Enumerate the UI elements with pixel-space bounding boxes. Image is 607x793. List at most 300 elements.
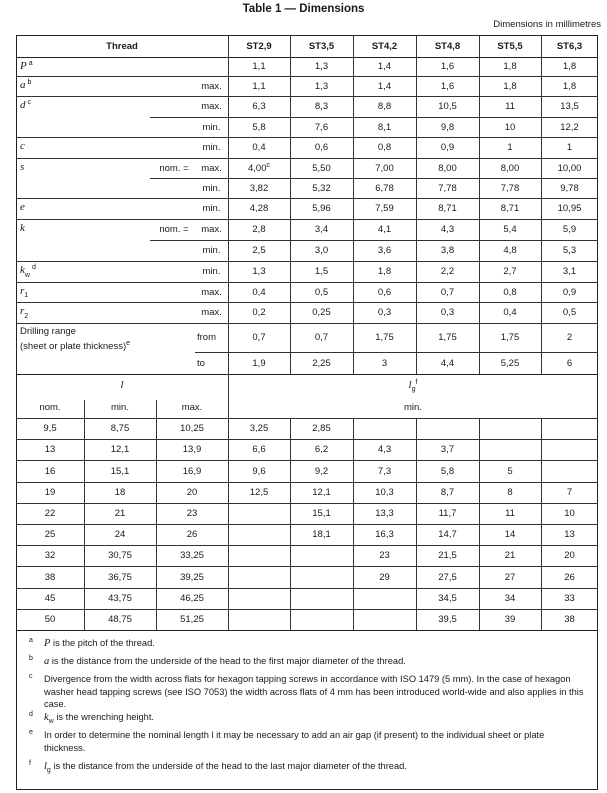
column-divider [479, 418, 480, 630]
value-cell [353, 137, 416, 158]
l-nom-value: 32 [44, 550, 56, 561]
footnote-ref: d [31, 264, 36, 271]
value: 4,8 [503, 245, 517, 256]
value-cell [479, 261, 541, 282]
symbol-P: P [20, 60, 27, 72]
footnote-subscript: g [46, 766, 51, 774]
min-header: min. [111, 401, 129, 413]
lg-min-value: 18,1 [312, 529, 331, 540]
value-cell [290, 198, 353, 219]
limit-label: max. [201, 101, 222, 112]
lg-min-value [541, 439, 598, 460]
column-divider [353, 35, 354, 374]
value-cell [541, 198, 598, 219]
footnote-text [30, 711, 585, 728]
parameter-symbol [16, 76, 106, 96]
thread-header: Thread [106, 40, 138, 52]
parameter-symbol [16, 57, 106, 76]
value: 4,3 [440, 224, 455, 235]
footnote-mark: d [29, 711, 33, 718]
parameter-symbol [16, 302, 106, 323]
value: 2,2 [440, 266, 455, 277]
value-cell [541, 76, 598, 96]
value-cell [541, 158, 598, 178]
symbol-k: k [20, 264, 25, 276]
value-cell [228, 178, 290, 198]
parameter-symbol [16, 158, 106, 178]
value: 1,5 [314, 266, 329, 277]
symbol-e: e [20, 201, 25, 213]
footnote-mark: f [29, 760, 31, 767]
value-cell [541, 96, 598, 117]
lg-min-value: 5 [507, 465, 513, 477]
limit-label: max. [201, 307, 222, 318]
l-max-value: 10,25 [180, 423, 204, 434]
value-cell [479, 219, 541, 240]
footnote-text [30, 655, 585, 669]
value: 1,8 [503, 80, 517, 92]
footnote-body: In order to determine the nominal length l it may be necessary to add an air gap (if present) to the individual sheet or plate thickness. [44, 730, 545, 753]
symbol-subscript: w [24, 272, 30, 279]
l-max-value: 23 [186, 508, 198, 519]
drilling-from-value: 0,7 [314, 332, 329, 343]
value: 6,78 [375, 182, 394, 194]
drilling-from-value: 1,75 [500, 332, 520, 343]
l-min-value: 36,75 [108, 571, 132, 583]
max-header: max. [181, 401, 203, 413]
footnote-f [30, 760, 585, 777]
value-cell [416, 96, 479, 117]
value-cell [541, 261, 598, 282]
footnote-symbol: a [44, 656, 50, 667]
l-nom-value: 38 [44, 571, 56, 583]
value: 1,8 [377, 266, 392, 277]
l-nom-value: 50 [44, 614, 56, 625]
value: 8,71 [438, 203, 457, 214]
drilling-from-value: 1,75 [375, 332, 394, 343]
value: 11 [505, 101, 515, 112]
value-cell [228, 261, 290, 282]
lg-min-value: 2,85 [312, 423, 331, 434]
l-min-value: 21 [114, 508, 126, 519]
value-cell [228, 137, 290, 158]
footnote-mark: a [29, 637, 33, 644]
value: 1,8 [562, 61, 577, 72]
value: 1,3 [252, 266, 266, 277]
lg-min-value: 21 [504, 550, 516, 561]
footnote-mark: c [29, 673, 33, 680]
value-cell [541, 219, 598, 240]
footnote-e [30, 729, 585, 754]
limit-label: max. [201, 224, 222, 235]
value: 8,8 [377, 101, 392, 112]
lg-min-value: 26 [564, 571, 575, 583]
l-min-value: 15,1 [110, 465, 130, 477]
l-nom-value: 16 [44, 465, 56, 477]
value-cell [416, 117, 479, 137]
footnote-b [30, 655, 585, 669]
value: 0,2 [252, 307, 266, 318]
drilling-to-value: 3 [381, 357, 388, 369]
lg-min-value: 27 [504, 571, 516, 583]
value: 0,4 [252, 286, 266, 298]
value-cell [353, 76, 416, 96]
lg-min-value [353, 609, 416, 630]
footnote-body: is the distance from the underside of the head to the first major diameter of the thread. [49, 656, 406, 666]
footnote-ref: e [126, 340, 131, 347]
value-cell [353, 198, 416, 219]
value: 0,6 [314, 142, 329, 153]
value: 10,95 [557, 203, 582, 214]
parameter-symbol [16, 219, 106, 240]
l-nom-value: 45 [44, 593, 56, 604]
lg-min-value: 15,1 [312, 508, 331, 519]
value-cell [353, 219, 416, 240]
lg-min-value [228, 588, 290, 609]
value-cell [479, 282, 541, 302]
value: 1,6 [440, 61, 455, 72]
value: 12,2 [560, 121, 579, 133]
lg-min-value: 6,2 [314, 444, 329, 455]
footnote-body: is the wrenching height. [53, 712, 154, 722]
value-cell [290, 117, 353, 137]
l-min-value: 12,1 [110, 444, 130, 455]
lg-min-value [290, 566, 353, 588]
limit-label: min. [202, 245, 221, 256]
lg-min-value: 10 [564, 508, 575, 519]
lg-min-value [290, 545, 353, 566]
nominal-equals-label: nom. = [159, 162, 189, 174]
l-max-value: 26 [186, 529, 198, 540]
value-cell [416, 219, 479, 240]
lg-min-value: 13 [564, 529, 575, 540]
symbol-c: c [20, 140, 25, 152]
value-cell [290, 261, 353, 282]
footnote-ref: a [28, 60, 33, 67]
value: 0,5 [562, 307, 577, 318]
lg-min-value: 7 [566, 487, 573, 498]
value-cell [479, 198, 541, 219]
row-divider [195, 352, 598, 353]
value-cell [228, 302, 290, 323]
drilling-to-value: 2,25 [312, 357, 331, 369]
lg-min-value [228, 566, 290, 588]
l-max-value: 16,9 [182, 465, 202, 477]
value: 9,8 [440, 121, 455, 133]
value-cell [541, 178, 598, 198]
drilling-to-value: 6 [566, 357, 573, 369]
value-cell [228, 240, 290, 261]
value: 5,32 [312, 182, 331, 194]
value: 1 [507, 142, 513, 153]
symbol-a: a [20, 79, 26, 91]
value-cell [353, 158, 416, 178]
value: 3,8 [440, 245, 455, 256]
value-cell [541, 282, 598, 302]
size-header-ST2,9: ST2,9 [246, 40, 272, 52]
value: 10 [504, 121, 516, 133]
parameter-symbol [16, 198, 106, 219]
lg-min-value: 11 [505, 508, 515, 519]
value-cell [290, 76, 353, 96]
value: 13,5 [560, 101, 579, 112]
value: 3,82 [249, 182, 269, 194]
value: 8,71 [500, 203, 520, 214]
value-cell [479, 137, 541, 158]
value: 1,8 [503, 61, 517, 72]
lg-min-value: 38 [564, 614, 575, 625]
value: 9,78 [560, 182, 579, 194]
value: 1,3 [314, 61, 329, 72]
lg-min-value: 3,25 [249, 423, 269, 434]
value-cell [228, 219, 290, 240]
l-max-value: 51,25 [180, 614, 204, 625]
nominal-equals-label: nom. = [159, 224, 189, 235]
footnote-ref: c [266, 162, 270, 169]
value: 7,00 [375, 162, 394, 174]
value-cell [479, 76, 541, 96]
size-header-ST4,8: ST4,8 [434, 40, 461, 52]
limit-label: max. [201, 286, 222, 298]
value-cell [353, 302, 416, 323]
value: 8,00 [438, 162, 457, 174]
footnote-a [30, 637, 585, 651]
value: 5,8 [252, 121, 266, 133]
value-cell [541, 57, 598, 76]
lg-min-value [228, 609, 290, 630]
l-min-value: 24 [114, 529, 126, 540]
l-min-value: 43,75 [108, 593, 132, 604]
footnote-mark: e [29, 729, 33, 736]
table-title: Table 1 — Dimensions [242, 3, 365, 15]
lg-min-value: 14,7 [438, 529, 457, 540]
value-cell [416, 158, 479, 178]
value: 0,3 [440, 307, 455, 318]
value: 3,0 [314, 245, 329, 256]
value: 1,4 [377, 80, 392, 92]
footnote-body: is the distance from the underside of the head to the last major diameter of the thread. [50, 761, 407, 771]
l-nom-value: 22 [44, 508, 56, 519]
value: 0,6 [377, 286, 392, 298]
size-header-ST4,2: ST4,2 [371, 40, 398, 52]
value: 10,00 [557, 162, 582, 174]
value: 2,5 [252, 245, 266, 256]
value: 2,7 [503, 266, 517, 277]
lg-min-value [353, 588, 416, 609]
footnote-ref: c [27, 99, 31, 106]
value-cell [228, 57, 290, 76]
value: 0,8 [503, 286, 517, 298]
value-cell [479, 57, 541, 76]
value: 8,3 [314, 101, 329, 112]
column-divider [228, 35, 229, 374]
limit-label: min. [202, 142, 221, 153]
symbol-subscript: 2 [24, 313, 29, 320]
lg-min-value: 29 [379, 571, 390, 583]
lg-min-header: min. [404, 401, 422, 413]
lg-min-value: 11,7 [438, 508, 457, 519]
footnote-d [30, 711, 585, 728]
parameter-symbol [16, 282, 106, 302]
lg-min-value: 23 [379, 550, 390, 561]
value-cell [479, 96, 541, 117]
to-label: to [197, 357, 205, 369]
drilling-to-value: 4,4 [440, 357, 455, 369]
footnote-body: is the pitch of the thread. [50, 638, 155, 648]
footnote-text [30, 673, 585, 711]
value: 1,6 [440, 80, 455, 92]
lg-min-value: 8,7 [440, 487, 455, 498]
value: 3,1 [562, 266, 577, 277]
footnote-text [30, 760, 585, 777]
value: 4,1 [377, 224, 392, 235]
footnote-symbol: l [44, 761, 47, 772]
lg-min-value: 16,3 [375, 529, 394, 540]
value-cell [353, 261, 416, 282]
lg-min-value: 6,6 [252, 444, 266, 455]
l-max-value: 13,9 [182, 444, 202, 455]
value: 7,59 [375, 203, 394, 214]
footnote-subscript: w [48, 717, 54, 725]
column-divider [84, 400, 85, 630]
value-cell [228, 158, 290, 178]
lg-min-value [290, 588, 353, 609]
value: 1,8 [562, 80, 577, 92]
value: 0,9 [562, 286, 577, 298]
value-cell [353, 240, 416, 261]
value: 5,50 [312, 162, 331, 174]
lg-min-value: 12,1 [312, 487, 331, 498]
footnote-ref: f [415, 379, 418, 386]
value: 5,3 [562, 245, 577, 256]
l-min-value: 18 [114, 487, 126, 498]
value-cell [290, 219, 353, 240]
value-cell [228, 76, 290, 96]
lg-min-value: 39,5 [438, 614, 457, 625]
lg-min-value: 10,3 [375, 487, 394, 498]
lg-min-value: 34,5 [438, 593, 457, 604]
value-cell [416, 240, 479, 261]
value-cell [479, 240, 541, 261]
lg-min-value: 21,5 [438, 550, 457, 561]
symbol-r: r [20, 305, 25, 317]
l-min-value: 30,75 [108, 550, 132, 561]
value: 8,1 [377, 121, 392, 133]
value: 7,78 [438, 182, 457, 194]
lg-min-value [228, 503, 290, 524]
footnote-c [30, 673, 585, 711]
limit-label: min. [202, 266, 221, 277]
value: 1,1 [252, 80, 266, 92]
drilling-range-label [16, 323, 196, 374]
drilling-from-value: 2 [566, 332, 573, 343]
footnote-body: Divergence from the width across flats for hexagon tapping screws in accordance with ISO 1479 (5 mm). In the case of hexagon washer head tapping screws (see ISO 7053) the width across flats of 4 mm has been introduced world-wide and also applies in this case. [44, 674, 584, 709]
lg-min-value [228, 545, 290, 566]
value: 1,4 [377, 61, 392, 72]
symbol-d: d [20, 99, 26, 111]
value: 0,8 [377, 142, 392, 153]
drilling-range-line1: Drilling range [20, 326, 76, 337]
parameter-symbol [16, 96, 106, 117]
value: 0,9 [440, 142, 455, 153]
size-header-ST6,3: ST6,3 [556, 40, 583, 52]
value: 1 [566, 142, 573, 153]
value-cell [479, 302, 541, 323]
lg-min-value [353, 418, 416, 439]
value-cell [541, 137, 598, 158]
length-symbol [16, 374, 228, 396]
row-divider [16, 630, 598, 631]
lg-min-value: 20 [564, 550, 575, 561]
value-cell [353, 117, 416, 137]
value-cell [290, 178, 353, 198]
column-divider [228, 374, 229, 630]
footnote-symbol: k [44, 712, 49, 723]
lg-min-value [228, 524, 290, 545]
parameter-symbol [16, 137, 106, 158]
drilling-to-value: 1,9 [252, 357, 266, 369]
drilling-to-value: 5,25 [500, 357, 520, 369]
footnote-text [30, 637, 585, 651]
value-cell [541, 117, 598, 137]
size-header-ST5,5: ST5,5 [497, 40, 523, 52]
lg-min-value: 9,2 [314, 465, 329, 477]
value-cell [353, 57, 416, 76]
lg-min-value: 5,8 [440, 465, 455, 477]
lg-min-value: 14 [504, 529, 516, 540]
lg-min-value: 34 [504, 593, 516, 604]
value-cell [416, 302, 479, 323]
symbol-r: r [20, 285, 25, 297]
value: 4,00 [248, 162, 267, 174]
l-max-value: 20 [186, 487, 198, 498]
lg-min-value: 27,5 [438, 571, 457, 583]
drilling-from-value: 1,75 [438, 332, 457, 343]
value: 4,28 [249, 203, 269, 214]
l-symbol: l [120, 379, 124, 391]
value-cell [353, 282, 416, 302]
lg-min-value: 8 [507, 487, 513, 498]
value-cell [416, 137, 479, 158]
value: 6,3 [252, 101, 266, 112]
footnote-ref: b [27, 79, 32, 86]
value-cell [353, 178, 416, 198]
drilling-range-text: (sheet or plate thickness) [20, 341, 127, 353]
value-cell [290, 137, 353, 158]
column-divider [416, 418, 417, 630]
value-cell [479, 178, 541, 198]
lg-min-value [416, 418, 479, 439]
units-note: Dimensions in millimetres [493, 19, 601, 30]
l-nom-value: 13 [44, 444, 56, 455]
value: 10,5 [438, 101, 457, 112]
column-divider [416, 35, 417, 374]
footnote-symbol: P [44, 638, 51, 649]
l-nom-value: 9,5 [43, 423, 57, 434]
limit-label: min. [202, 203, 221, 214]
value-cell [290, 96, 353, 117]
l-min-value: 8,75 [110, 423, 130, 434]
value: 2,8 [252, 224, 266, 235]
value: 5,4 [503, 224, 517, 235]
value: 7,6 [314, 121, 329, 133]
column-divider [541, 418, 542, 630]
lg-min-value: 33 [564, 593, 575, 604]
footnote-text [30, 729, 585, 754]
lg-min-value: 4,3 [377, 444, 392, 455]
drilling-from-value: 0,7 [252, 332, 266, 343]
symbol-k: k [20, 222, 25, 234]
